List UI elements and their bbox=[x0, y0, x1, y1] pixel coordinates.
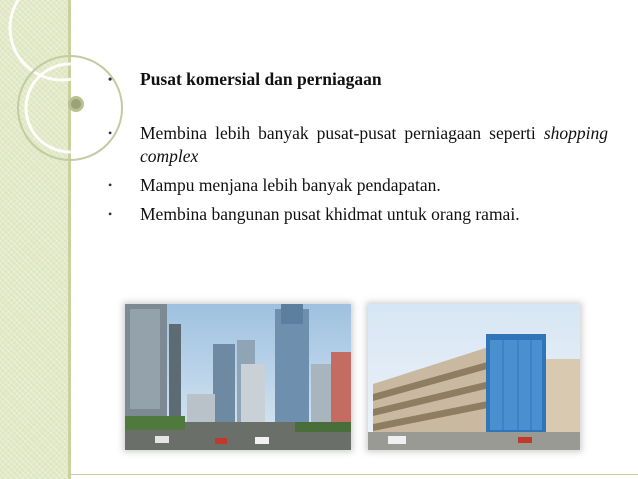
bullet-point-2 bbox=[108, 174, 608, 197]
slide-title: Pusat komersial dan perniagaan bbox=[140, 69, 382, 89]
bullet-italic-text: shopping complex bbox=[140, 123, 608, 166]
city-skyline-photo bbox=[125, 304, 351, 450]
bullet-text: Membina bangunan pusat khidmat untuk orang ramai. bbox=[140, 204, 520, 224]
slide-title-item bbox=[108, 68, 608, 91]
bullet-icon: • bbox=[108, 72, 113, 86]
bullet-text: Membina lebih banyak pusat-pusat perniagaan seperti bbox=[140, 123, 544, 143]
shopping-complex-building-photo bbox=[368, 304, 580, 450]
decorative-side-band bbox=[0, 0, 68, 479]
bullet-list bbox=[108, 68, 608, 226]
bullet-text: Mampu menjana lebih banyak pendapatan. bbox=[140, 175, 441, 195]
bottom-divider bbox=[71, 474, 638, 475]
bullet-point-3 bbox=[108, 203, 608, 226]
bullet-point-1 bbox=[108, 122, 608, 168]
bullet-icon: • bbox=[108, 207, 113, 221]
bullet-icon: • bbox=[108, 126, 113, 140]
side-band-edge bbox=[68, 0, 71, 479]
bullet-icon: • bbox=[108, 178, 113, 192]
